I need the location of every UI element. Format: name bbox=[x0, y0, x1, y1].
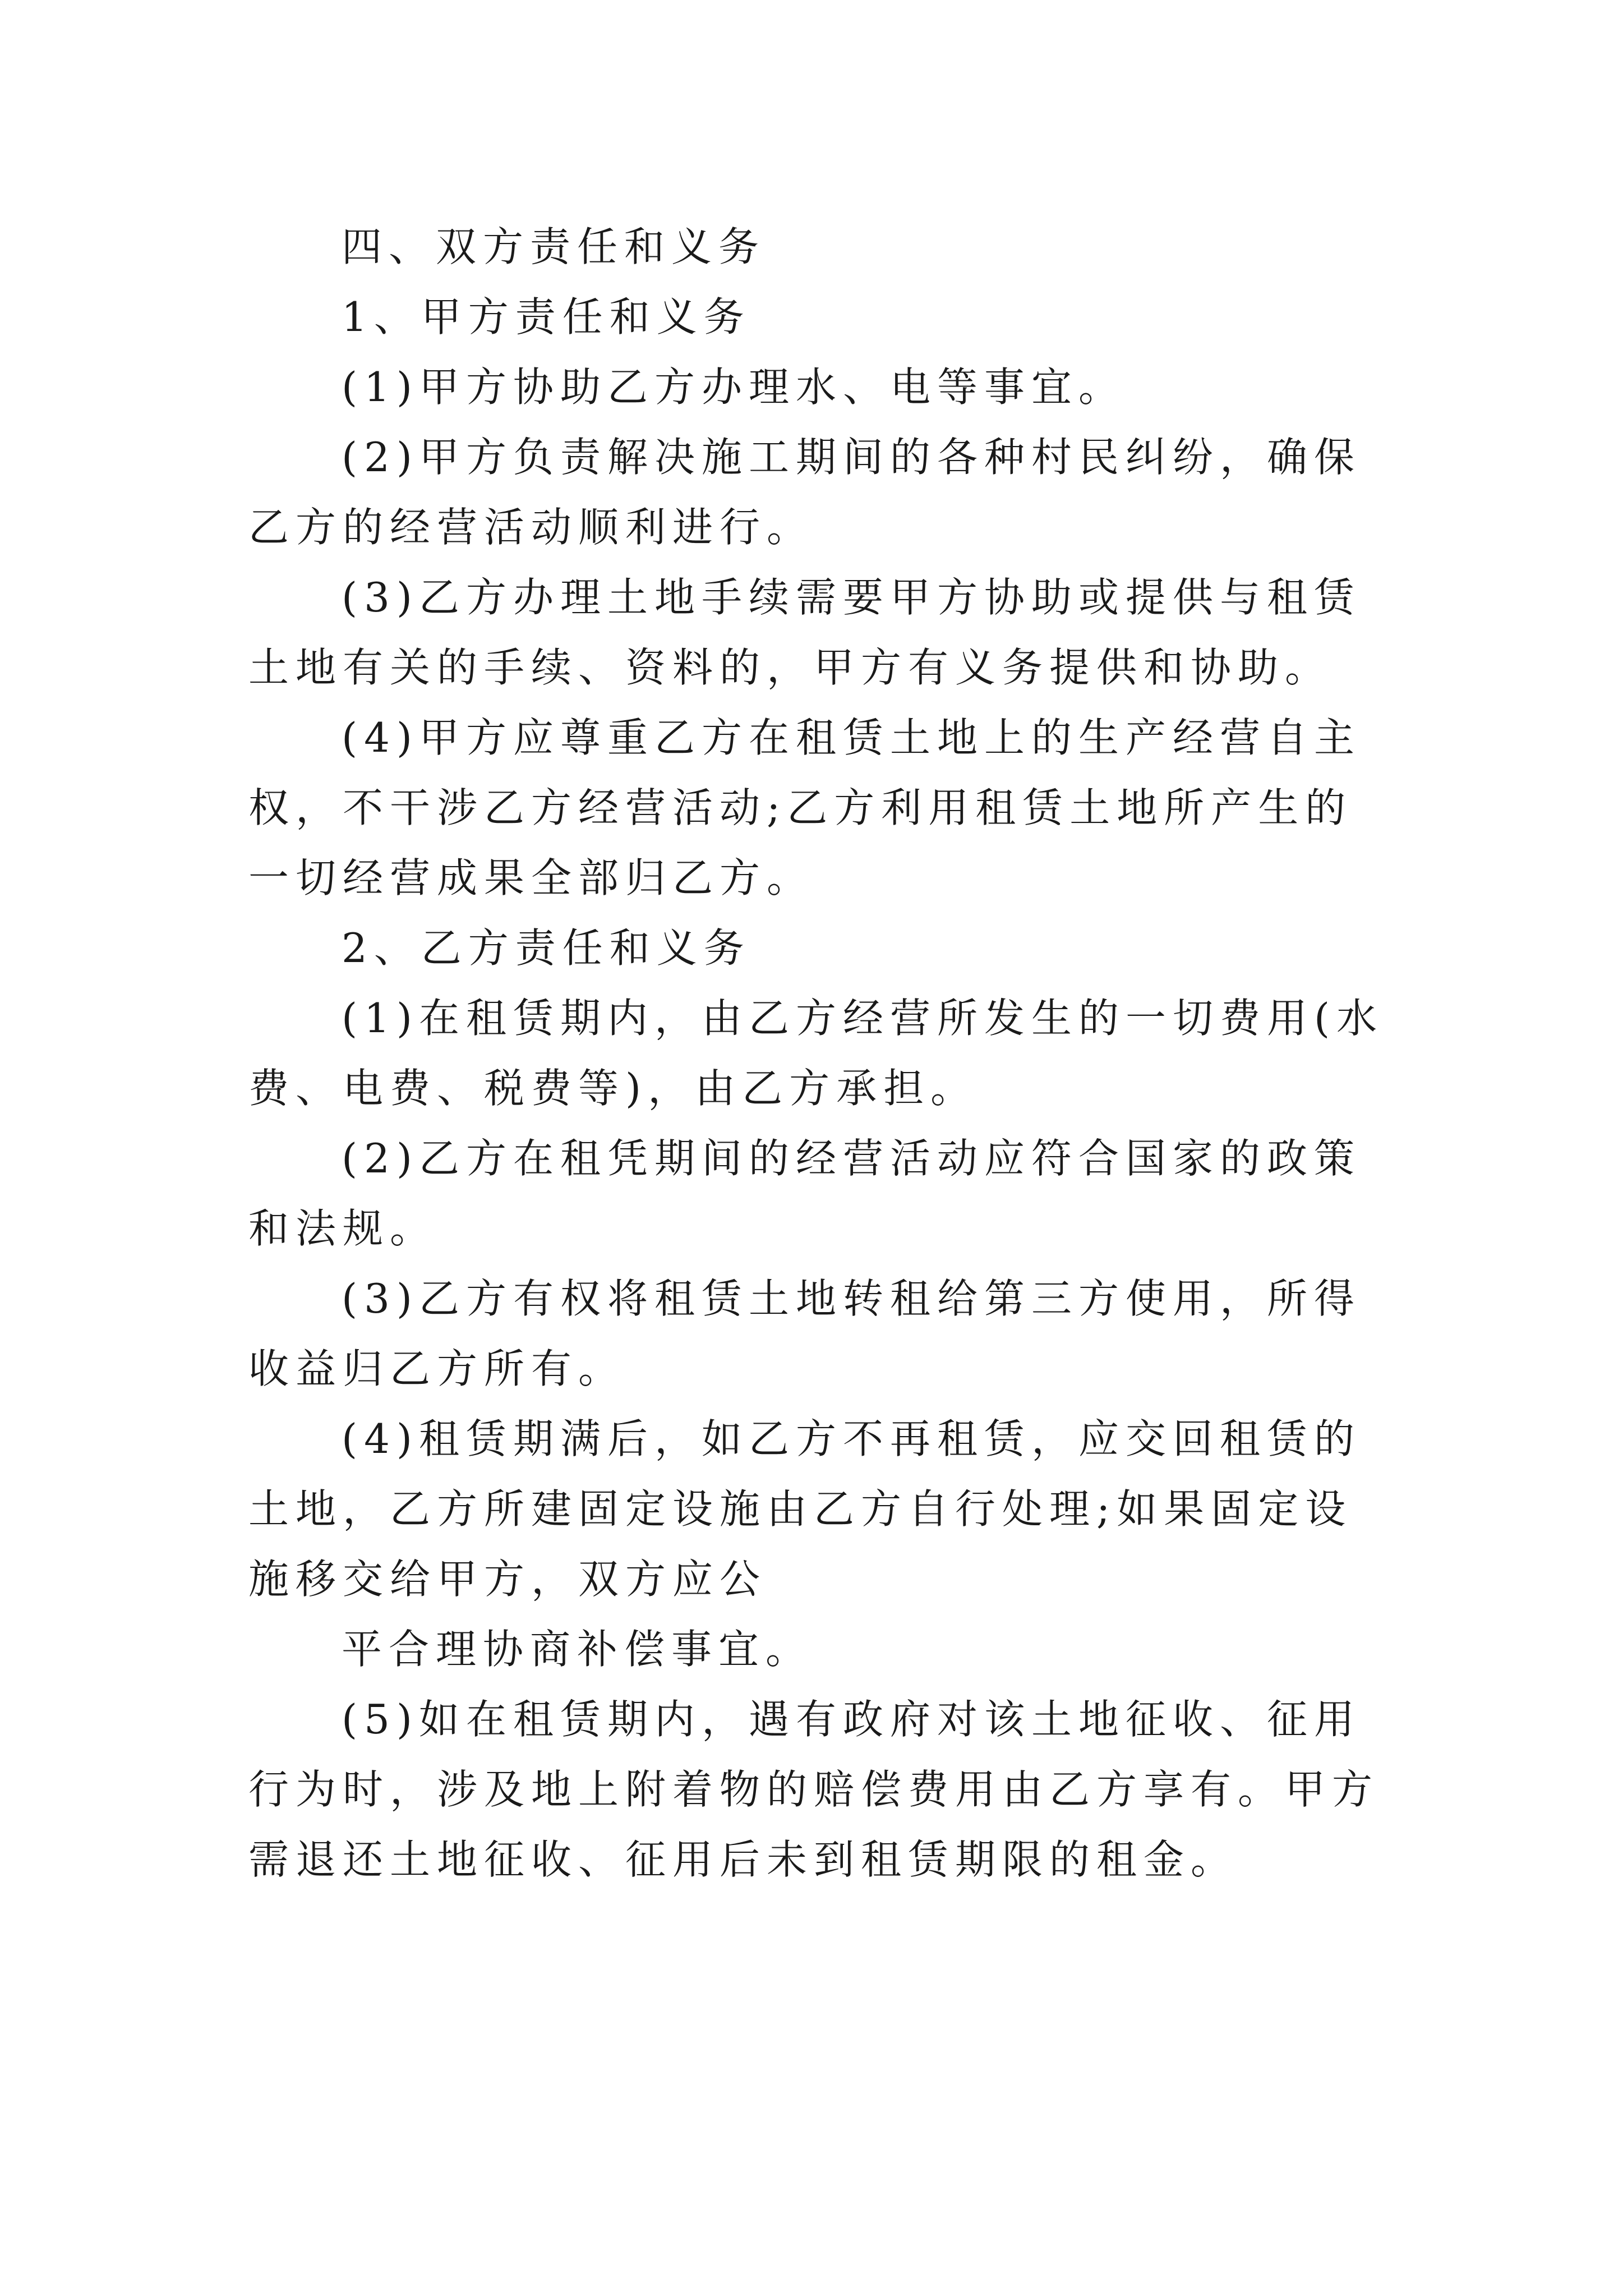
clause-paragraph: (1)甲方协助乙方办理水、电等事宜。 bbox=[342, 364, 1126, 411]
clause-paragraph: (5)如在租赁期内，遇有政府对该土地征收、征用行为时，涉及地上附着物的赔偿费用由乙方享有。甲方需退还土地征收、征用后未到租赁期限的租金。 bbox=[248, 1696, 1380, 1883]
section-heading: 四、双方责任和义务 bbox=[342, 223, 766, 270]
clause-paragraph: (3)乙方有权将租赁土地转租给第三方使用，所得收益归乙方所有。 bbox=[248, 1275, 1361, 1392]
clause-paragraph: 平合理协商补偿事宜。 bbox=[342, 1626, 813, 1673]
clause-paragraph: (1)在租赁期内，由乙方经营所发生的一切费用(水费、电费、税费等)，由乙方承担。 bbox=[248, 995, 1384, 1112]
subsection-heading-party-b: 2、乙方责任和义务 bbox=[342, 924, 751, 972]
subsection-heading-party-a: 1、甲方责任和义务 bbox=[342, 293, 751, 341]
clause-paragraph: (3)乙方办理土地手续需要甲方协助或提供与租赁土地有关的手续、资料的，甲方有义务提供和协助。 bbox=[248, 574, 1361, 691]
clause-paragraph: (2)乙方在租凭期间的经营活动应符合国家的政策和法规。 bbox=[248, 1135, 1361, 1252]
document-body bbox=[248, 212, 1387, 1895]
clause-paragraph: (4)甲方应尊重乙方在租赁土地上的生产经营自主权，不干涉乙方经营活动;乙方利用租赁土地所产生的一切经营成果全部归乙方。 bbox=[248, 714, 1361, 901]
clause-paragraph: (4)租赁期满后，如乙方不再租赁，应交回租赁的土地，乙方所建固定设施由乙方自行处理;如果固定设施移交给甲方，双方应公 bbox=[248, 1415, 1361, 1603]
clause-paragraph: (2)甲方负责解决施工期间的各种村民纠纷，确保乙方的经营活动顺利进行。 bbox=[248, 434, 1361, 551]
